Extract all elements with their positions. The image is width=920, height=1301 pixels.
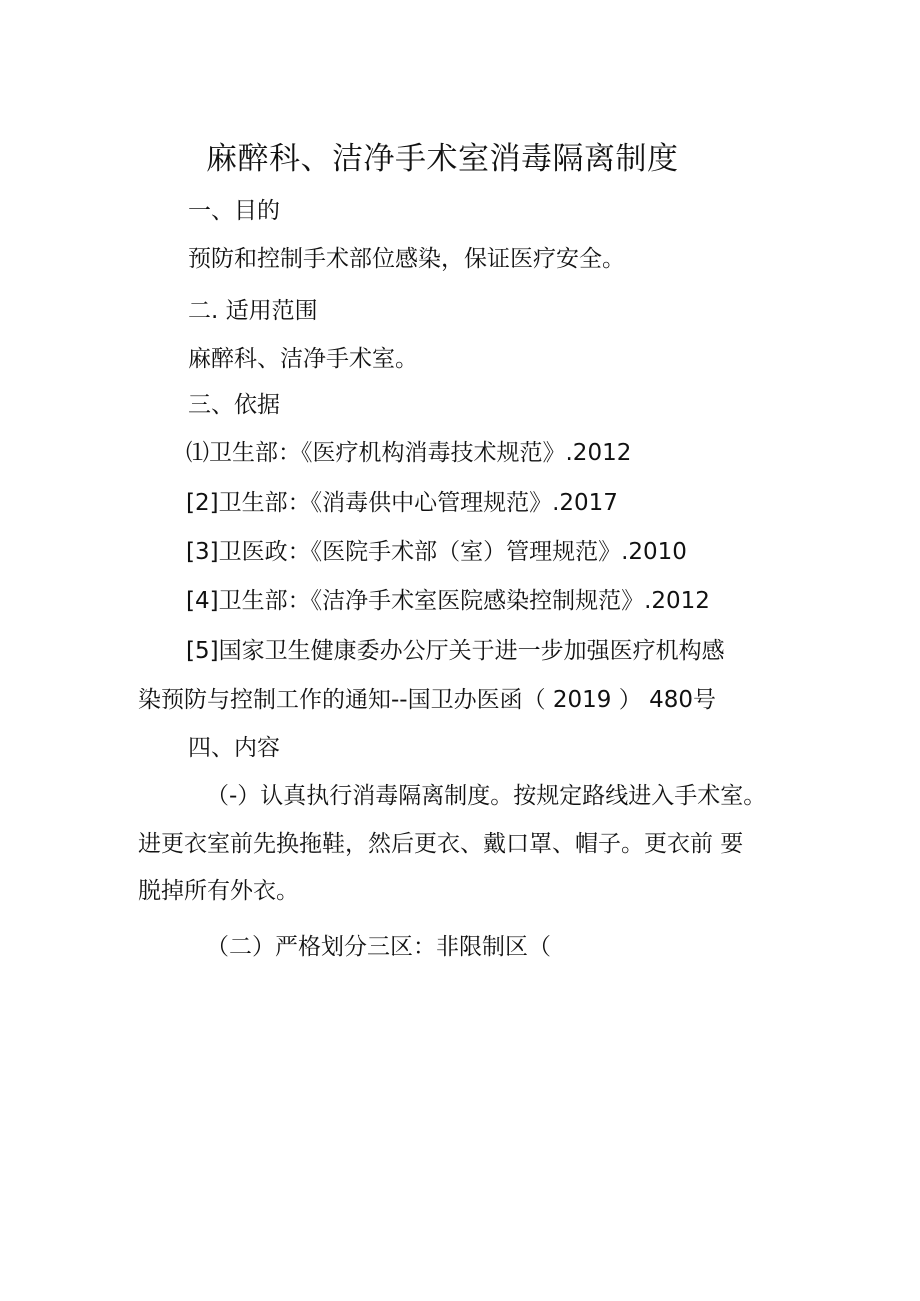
reference-4: [4]卫生部：《洁净手术室医院感染控制规范》.2012 — [186, 588, 710, 614]
reference-5-line-1: [5]国家卫生健康委办公厅关于进一步加强医疗机构感 — [186, 638, 725, 664]
section-1-text: 预防和控制手术部位感染，保证医疗安全。 — [188, 246, 625, 272]
section-2-text: 麻醉科、洁净手术室。 — [188, 346, 418, 372]
document-title: 麻醉科、洁净手术室消毒隔离制度 — [206, 141, 679, 177]
reference-2: [2]卫生部：《消毒供中心管理规范》.2017 — [186, 490, 618, 516]
section-4-heading: 四、内容 — [188, 735, 280, 761]
section-2-heading: 二. 适用范围 — [188, 298, 318, 324]
reference-3: [3]卫医政：《医院手术部（室）管理规范》.2010 — [186, 539, 687, 565]
content-1-line-3: 脱掉所有外衣。 — [138, 878, 299, 904]
reference-1: ⑴卫生部：《医疗机构消毒技术规范》.2012 — [186, 440, 632, 466]
section-3-heading: 三、依据 — [188, 392, 280, 418]
section-1-heading: 一、目的 — [188, 198, 280, 224]
content-1-line-2: 进更衣室前先换拖鞋，然后更衣、戴口罩、帽子。更衣前 要 — [138, 831, 744, 857]
content-2-line-1: （二）严格划分三区：非限制区（ — [206, 934, 551, 960]
reference-5-line-2: 染预防与控制工作的通知--国卫办医函（ 2019 ） 480号 — [138, 687, 716, 713]
content-1-line-1: （-）认真执行消毒隔离制度。按规定路线进入手术室。 — [206, 783, 767, 809]
